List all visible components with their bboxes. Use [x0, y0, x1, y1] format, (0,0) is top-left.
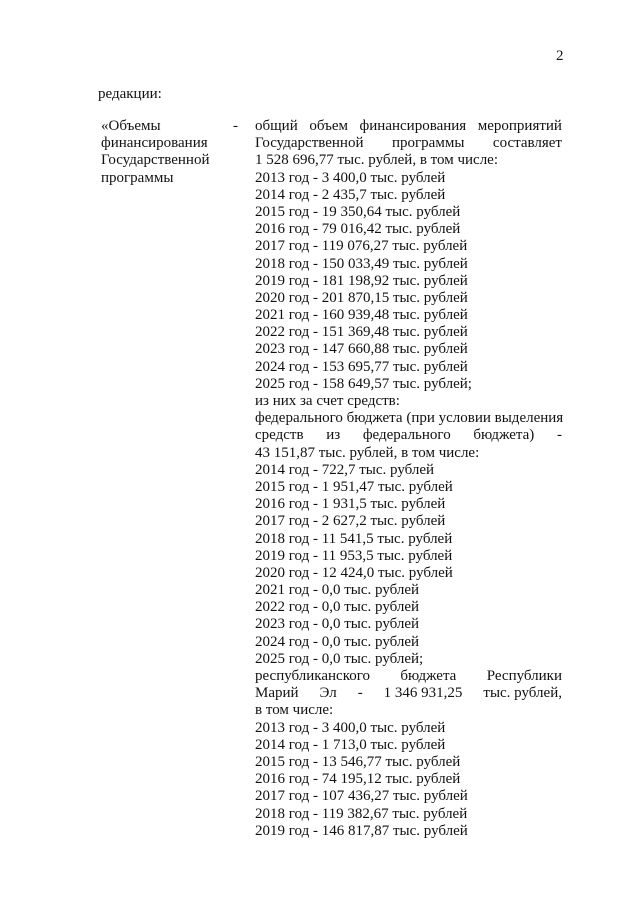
year-line: 2015 год - 1 951,47 тыс. рублей [255, 478, 453, 495]
year-line: 2015 год - 19 350,64 тыс. рублей [255, 203, 461, 220]
year-line: 2019 год - 181 198,92 тыс. рублей [255, 272, 468, 289]
financing-details [255, 118, 562, 840]
word: объем [309, 118, 348, 134]
word: Марий [255, 685, 299, 702]
separator-dash: - [233, 118, 238, 134]
section-label [101, 118, 241, 187]
word: республиканского [255, 668, 370, 684]
year-line: 2017 год - 107 436,27 тыс. рублей [255, 788, 468, 805]
word: финансирования [359, 118, 467, 134]
word: бюджета) [473, 427, 535, 444]
federal-year-list [255, 462, 562, 668]
year-line: 2013 год - 3 400,0 тыс. рублей [255, 719, 446, 736]
year-line: 2017 год - 2 627,2 тыс. рублей [255, 513, 446, 530]
year-line: 2016 год - 1 931,5 тыс. рублей [255, 496, 446, 513]
republican-line [255, 685, 562, 702]
year-line: 2020 год - 201 870,15 тыс. рублей [255, 289, 468, 306]
year-line: 2018 год - 150 033,49 тыс. рублей [255, 255, 468, 272]
year-line: 2018 год - 11 541,5 тыс. рублей [255, 530, 453, 547]
republican-year-list [255, 720, 562, 840]
intro-text: редакции: [98, 86, 162, 102]
year-line: 2014 год - 1 713,0 тыс. рублей [255, 736, 446, 753]
year-line: 2025 год - 0,0 тыс. рублей; [255, 650, 424, 667]
year-line: 2023 год - 147 660,88 тыс. рублей [255, 341, 468, 358]
year-line: 2017 год - 119 076,27 тыс. рублей [255, 238, 468, 255]
federal-line: федерального бюджета (при условии выделения [255, 410, 564, 427]
word: составляет [492, 135, 562, 152]
republican-line [255, 668, 562, 685]
year-line: 2024 год - 153 695,77 тыс. рублей [255, 358, 468, 375]
word: тыс. рублей, [483, 685, 562, 702]
summary-total: 1 528 696,77 тыс. рублей, в том числе: [255, 152, 499, 169]
word: Государственной [255, 135, 364, 152]
year-line: 2022 год - 0,0 тыс. рублей [255, 599, 420, 616]
summary-line [255, 118, 562, 135]
year-line: 2015 год - 13 546,77 тыс. рублей [255, 753, 461, 770]
section-label-line: Государственной [101, 152, 210, 169]
word: - [556, 427, 562, 444]
year-line: 2020 год - 12 424,0 тыс. рублей [255, 564, 453, 581]
word: 1 346 931,25 [383, 685, 463, 702]
word: Республики [486, 668, 562, 684]
section-label-line: программы [101, 169, 174, 186]
sources-intro: из них за счет средств: [255, 393, 400, 409]
summary-line [255, 135, 562, 152]
word: Эл [319, 685, 337, 702]
word: общий [255, 118, 298, 134]
year-line: 2016 год - 74 195,12 тыс. рублей [255, 771, 461, 788]
section-label-line: «Объемы [101, 118, 161, 134]
total-year-list [255, 170, 562, 393]
year-line: 2025 год - 158 649,57 тыс. рублей; [255, 375, 472, 392]
year-line: 2022 год - 151 369,48 тыс. рублей [255, 324, 468, 341]
year-line: 2013 год - 3 400,0 тыс. рублей [255, 169, 446, 186]
year-line: 2019 год - 11 953,5 тыс. рублей [255, 547, 453, 564]
year-line: 2014 год - 722,7 тыс. рублей [255, 461, 435, 478]
federal-line [255, 427, 562, 444]
word: программы [392, 135, 465, 152]
year-line: 2019 год - 146 817,87 тыс. рублей [255, 822, 468, 839]
year-line: 2023 год - 0,0 тыс. рублей [255, 616, 420, 633]
year-line: 2014 год - 2 435,7 тыс. рублей [255, 186, 446, 203]
year-line: 2018 год - 119 382,67 тыс. рублей [255, 805, 468, 822]
year-line: 2021 год - 160 939,48 тыс. рублей [255, 307, 468, 324]
year-line: 2016 год - 79 016,42 тыс. рублей [255, 221, 461, 238]
word: мероприятий [477, 118, 562, 134]
word: бюджета [400, 668, 457, 684]
year-line: 2024 год - 0,0 тыс. рублей [255, 633, 420, 650]
word: - [357, 685, 363, 702]
year-line: 2021 год - 0,0 тыс. рублей [255, 582, 420, 599]
word: федерального [362, 427, 451, 444]
section-label-line: финансирования [101, 135, 208, 152]
page-number: 2 [556, 48, 564, 64]
federal-total: 43 151,87 тыс. рублей, в том числе: [255, 444, 480, 461]
word: из [326, 427, 341, 444]
republican-intro: в том числе: [255, 702, 334, 719]
word: средств [255, 427, 304, 444]
